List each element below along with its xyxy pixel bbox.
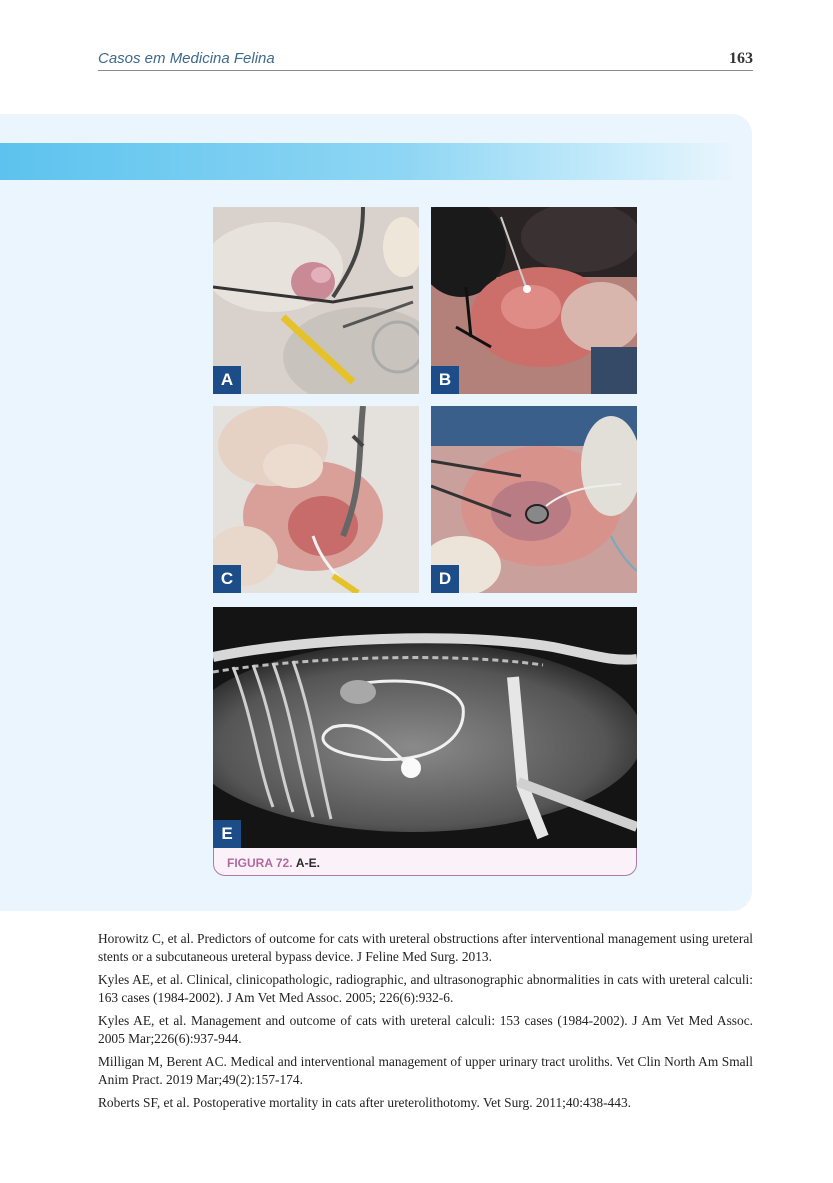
figure-caption-label: FIGURA 72.: [227, 856, 293, 870]
panel-label-a: A: [213, 366, 241, 394]
figure-radiograph-e: [213, 607, 637, 848]
radiograph-icon: [213, 607, 637, 848]
panel-label-e: E: [213, 820, 241, 848]
figure-photo-a: [213, 207, 419, 394]
reference-item: Milligan M, Berent AC. Medical and interventional management of upper urinary tract uroliths. Vet Clin North Am Small Anim Pract. 2019 Mar;49(2):157-174.: [98, 1054, 753, 1087]
surgical-photo-icon: [213, 207, 419, 394]
panel-label-d: D: [431, 565, 459, 593]
page-number: 163: [729, 50, 753, 67]
figure-caption-text: A-E.: [295, 856, 320, 870]
reference-item: Roberts SF, et al. Postoperative mortality in cats after ureterolithotomy. Vet Surg. 2011;40:438-443.: [98, 1095, 631, 1110]
surgical-photo-icon: [213, 406, 419, 593]
figure-panel-band: [0, 143, 735, 180]
page-header: [98, 48, 753, 71]
panel-label-c: C: [213, 565, 241, 593]
figure-photo-c: [213, 406, 419, 593]
reference-item: Horowitz C, et al. Predictors of outcome for cats with ureteral obstructions after interventional management using ureteral stents or a subcutaneous ureteral bypass device. J Feline Med Surg. 2013.: [98, 931, 753, 964]
reference-item: Kyles AE, et al. Management and outcome of cats with ureteral calculi: 153 cases (1984-2002). J Am Vet Med Assoc. 2005 Mar;226(6):937-944.: [98, 1013, 753, 1046]
figure-photo-b: [431, 207, 637, 394]
reference-list: [98, 930, 753, 1117]
figure-photo-d: [431, 406, 637, 593]
surgical-photo-icon: [431, 406, 637, 593]
running-title: Casos em Medicina Felina: [98, 50, 275, 67]
figure-caption: [213, 848, 637, 876]
surgical-photo-icon: [431, 207, 637, 394]
reference-item: Kyles AE, et al. Clinical, clinicopathologic, radiographic, and ultrasonographic abnormalities in cats with ureteral calculi: 163 cases (1984-2002). J Am Vet Med Assoc. 2005; 226(6):932-6.: [98, 972, 753, 1005]
panel-label-b: B: [431, 366, 459, 394]
